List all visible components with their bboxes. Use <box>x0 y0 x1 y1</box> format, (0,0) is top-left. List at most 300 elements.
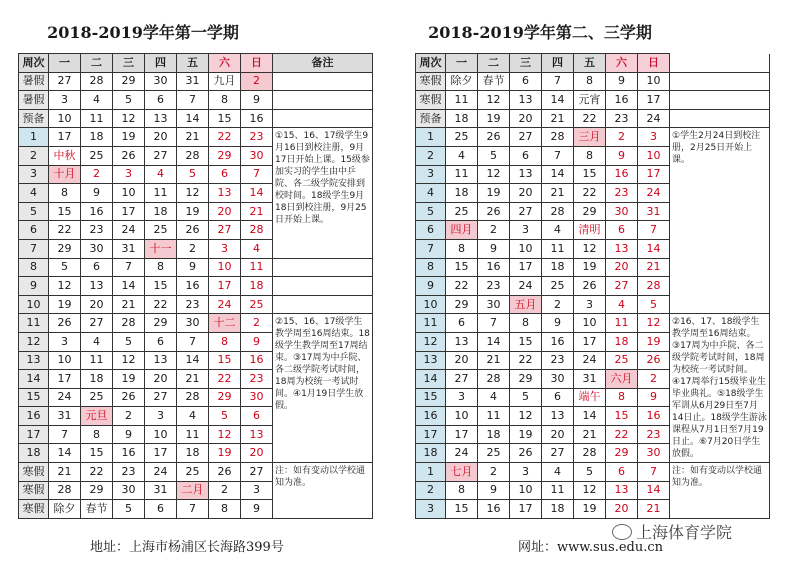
week-cell: 5 <box>19 202 49 221</box>
day-cell: 20 <box>446 351 478 370</box>
day-cell: 28 <box>49 481 81 500</box>
day-cell: 4 <box>241 239 273 258</box>
day-cell: 29 <box>446 295 478 314</box>
day-cell: 16 <box>638 407 670 426</box>
day-cell: 6 <box>510 146 542 165</box>
day-cell: 17 <box>574 332 606 351</box>
day-cell: 22 <box>574 109 606 128</box>
day-cell: 21 <box>177 370 209 389</box>
day-cell: 28 <box>177 146 209 165</box>
day-cell: 15 <box>209 109 241 128</box>
week-cell: 1 <box>416 128 446 147</box>
day-cell: 19 <box>574 500 606 519</box>
day-cell: 20 <box>81 295 113 314</box>
day-cell: 18 <box>446 184 478 203</box>
day-cell: 2 <box>542 295 574 314</box>
day-cell: 6 <box>145 91 177 110</box>
week-cell: 寒假 <box>416 72 446 91</box>
day-cell: 24 <box>145 463 177 482</box>
day-cell: 二月 <box>177 481 209 500</box>
semester2-header-row <box>416 54 770 73</box>
day-cell: 19 <box>574 258 606 277</box>
day-cell: 11 <box>81 351 113 370</box>
week-cell: 1 <box>416 463 446 482</box>
day-cell: 21 <box>638 258 670 277</box>
day-cell: 15 <box>510 332 542 351</box>
day-cell: 20 <box>542 425 574 444</box>
day-cell: 3 <box>49 332 81 351</box>
day-cell: 21 <box>113 295 145 314</box>
day-cell: 18 <box>145 202 177 221</box>
sem1-header-7: 日 <box>241 54 273 73</box>
day-cell: 七月 <box>446 463 478 482</box>
day-cell: 13 <box>510 91 542 110</box>
day-cell: 10 <box>638 146 670 165</box>
day-cell: 2 <box>113 407 145 426</box>
day-cell: 12 <box>113 351 145 370</box>
day-cell: 5 <box>113 500 145 519</box>
sem1-header-1: 一 <box>49 54 81 73</box>
day-cell: 24 <box>49 388 81 407</box>
day-cell: 16 <box>81 202 113 221</box>
table-row <box>19 91 373 110</box>
day-cell: 3 <box>145 407 177 426</box>
table-row <box>416 463 770 482</box>
day-cell: 25 <box>81 146 113 165</box>
empty-note-cell <box>273 91 373 110</box>
wechat-icon <box>612 524 632 540</box>
day-cell: 10 <box>510 239 542 258</box>
day-cell: 20 <box>145 370 177 389</box>
day-cell: 中秋 <box>49 146 81 165</box>
semester2-title: 2018-2019学年第二、三学期 <box>428 23 652 42</box>
day-cell: 25 <box>478 444 510 463</box>
day-cell: 9 <box>638 388 670 407</box>
day-cell: 四月 <box>446 221 478 240</box>
day-cell: 10 <box>49 109 81 128</box>
day-cell: 14 <box>542 91 574 110</box>
day-cell: 17 <box>446 425 478 444</box>
day-cell: 2 <box>241 72 273 91</box>
week-cell: 1 <box>19 128 49 147</box>
day-cell: 16 <box>606 91 638 110</box>
day-cell: 20 <box>510 109 542 128</box>
day-cell: 18 <box>542 500 574 519</box>
day-cell: 元宵 <box>574 91 606 110</box>
day-cell: 15 <box>574 165 606 184</box>
day-cell: 22 <box>49 221 81 240</box>
day-cell: 29 <box>81 481 113 500</box>
day-cell: 23 <box>478 277 510 296</box>
day-cell: 20 <box>606 258 638 277</box>
day-cell: 7 <box>542 72 574 91</box>
day-cell: 7 <box>113 258 145 277</box>
day-cell: 2 <box>209 481 241 500</box>
week-cell: 寒假 <box>19 481 49 500</box>
day-cell: 17 <box>49 370 81 389</box>
day-cell: 19 <box>478 184 510 203</box>
day-cell: 6 <box>542 388 574 407</box>
day-cell: 7 <box>542 146 574 165</box>
week-cell: 9 <box>416 277 446 296</box>
note-cell: 注：如有变动以学校通知为准。 <box>670 463 770 519</box>
day-cell: 27 <box>446 370 478 389</box>
day-cell: 12 <box>49 277 81 296</box>
day-cell: 4 <box>606 295 638 314</box>
day-cell: 7 <box>241 165 273 184</box>
day-cell: 24 <box>113 221 145 240</box>
day-cell: 13 <box>145 351 177 370</box>
day-cell: 13 <box>606 239 638 258</box>
day-cell: 27 <box>510 202 542 221</box>
day-cell: 28 <box>113 314 145 333</box>
day-cell: 10 <box>510 481 542 500</box>
week-cell: 4 <box>416 184 446 203</box>
day-cell: 26 <box>510 444 542 463</box>
table-row <box>416 109 770 128</box>
day-cell: 4 <box>542 463 574 482</box>
day-cell: 13 <box>209 184 241 203</box>
day-cell: 30 <box>542 370 574 389</box>
day-cell: 11 <box>177 425 209 444</box>
week-cell: 寒假 <box>416 91 446 110</box>
day-cell: 28 <box>638 277 670 296</box>
week-cell: 15 <box>416 388 446 407</box>
day-cell: 8 <box>574 72 606 91</box>
day-cell: 11 <box>542 481 574 500</box>
day-cell: 31 <box>177 72 209 91</box>
day-cell: 14 <box>49 444 81 463</box>
day-cell: 14 <box>574 407 606 426</box>
day-cell: 8 <box>574 146 606 165</box>
note-cell: ②16、17、18级学生教学周至16周结束。③17周为中乒院、各二级学院考试时间，18周为校统一考试时间。④17周举行15级毕业生毕业典礼。⑤18级学生军训从6月29日至7月14日止。18级学生游泳课程从7月1日至7月19日止。⑥7月20日学生放假。 <box>670 314 770 463</box>
day-cell: 20 <box>606 500 638 519</box>
week-cell: 11 <box>416 314 446 333</box>
day-cell: 5 <box>113 91 145 110</box>
day-cell: 7 <box>638 463 670 482</box>
day-cell: 19 <box>113 128 145 147</box>
day-cell: 23 <box>241 370 273 389</box>
day-cell: 29 <box>49 239 81 258</box>
day-cell: 22 <box>145 295 177 314</box>
week-cell: 16 <box>19 407 49 426</box>
week-cell: 18 <box>19 444 49 463</box>
week-cell: 3 <box>19 165 49 184</box>
day-cell: 17 <box>638 165 670 184</box>
day-cell: 30 <box>241 146 273 165</box>
day-cell: 21 <box>574 425 606 444</box>
day-cell: 9 <box>542 314 574 333</box>
week-cell: 6 <box>19 221 49 240</box>
day-cell: 端午 <box>574 388 606 407</box>
day-cell: 23 <box>542 351 574 370</box>
day-cell: 21 <box>542 109 574 128</box>
day-cell: 11 <box>478 407 510 426</box>
week-cell: 12 <box>416 332 446 351</box>
note-cell: 注：如有变动以学校通知为准。 <box>273 463 373 519</box>
day-cell: 11 <box>81 109 113 128</box>
day-cell: 30 <box>81 239 113 258</box>
day-cell: 27 <box>606 277 638 296</box>
sem1-header-6: 六 <box>209 54 241 73</box>
week-cell: 8 <box>416 258 446 277</box>
day-cell: 26 <box>574 277 606 296</box>
day-cell: 9 <box>241 500 273 519</box>
day-cell: 12 <box>478 91 510 110</box>
week-cell: 4 <box>19 184 49 203</box>
sem1-header-4: 四 <box>145 54 177 73</box>
week-cell: 暑假 <box>19 72 49 91</box>
day-cell: 5 <box>478 146 510 165</box>
day-cell: 5 <box>510 388 542 407</box>
day-cell: 17 <box>510 258 542 277</box>
day-cell: 29 <box>145 314 177 333</box>
day-cell: 19 <box>49 295 81 314</box>
day-cell: 24 <box>446 444 478 463</box>
week-cell: 2 <box>19 146 49 165</box>
empty-note-cell <box>670 72 770 91</box>
day-cell: 19 <box>478 109 510 128</box>
day-cell: 5 <box>49 258 81 277</box>
day-cell: 2 <box>638 370 670 389</box>
day-cell: 4 <box>478 388 510 407</box>
note-cell: ②15、16、17级学生教学周至16周结束。18级学生教学周至17周结束。③17周为中乒院、各二级学院考试时间，18周为校统一考试时间。④1月19日学生放假。 <box>273 314 373 463</box>
day-cell: 7 <box>177 500 209 519</box>
day-cell: 24 <box>209 295 241 314</box>
day-cell: 19 <box>177 202 209 221</box>
week-cell: 9 <box>19 277 49 296</box>
day-cell: 25 <box>446 128 478 147</box>
week-cell: 17 <box>19 425 49 444</box>
day-cell: 30 <box>638 444 670 463</box>
day-cell: 12 <box>510 407 542 426</box>
day-cell: 18 <box>177 444 209 463</box>
day-cell: 2 <box>81 165 113 184</box>
day-cell: 8 <box>209 500 241 519</box>
day-cell: 6 <box>241 407 273 426</box>
day-cell: 4 <box>81 91 113 110</box>
day-cell: 8 <box>145 258 177 277</box>
day-cell: 18 <box>446 109 478 128</box>
day-cell: 19 <box>209 444 241 463</box>
day-cell: 27 <box>241 463 273 482</box>
school-website[interactable]: 网址：www.sus.edu.cn <box>518 540 663 555</box>
day-cell: 9 <box>241 332 273 351</box>
day-cell: 14 <box>177 109 209 128</box>
day-cell: 25 <box>241 295 273 314</box>
day-cell: 7 <box>638 221 670 240</box>
day-cell: 10 <box>145 425 177 444</box>
note-cell: ①15、16、17级学生9月16日到校注册，9月17日开始上课。15级参加实习的学生由中乒院、各二级学院安排到校时间。18级学生9月18日到校注册，9月25日开始上课。 <box>273 128 373 258</box>
day-cell: 28 <box>177 388 209 407</box>
day-cell: 16 <box>606 165 638 184</box>
day-cell: 16 <box>241 109 273 128</box>
day-cell: 26 <box>638 351 670 370</box>
day-cell: 2 <box>606 128 638 147</box>
day-cell: 5 <box>113 332 145 351</box>
day-cell: 19 <box>638 332 670 351</box>
day-cell: 11 <box>606 314 638 333</box>
day-cell: 13 <box>510 165 542 184</box>
day-cell: 9 <box>81 184 113 203</box>
sem2-header-notes <box>670 54 770 73</box>
day-cell: 14 <box>542 165 574 184</box>
week-cell: 10 <box>416 295 446 314</box>
day-cell: 4 <box>542 221 574 240</box>
week-cell: 13 <box>416 351 446 370</box>
day-cell: 15 <box>446 500 478 519</box>
day-cell: 24 <box>510 277 542 296</box>
day-cell: 10 <box>574 314 606 333</box>
day-cell: 7 <box>478 314 510 333</box>
sem2-header-5: 五 <box>574 54 606 73</box>
day-cell: 27 <box>542 444 574 463</box>
day-cell: 6 <box>510 72 542 91</box>
sem1-header-0: 周次 <box>19 54 49 73</box>
day-cell: 10 <box>638 72 670 91</box>
day-cell: 28 <box>542 202 574 221</box>
day-cell: 23 <box>177 295 209 314</box>
week-cell: 寒假 <box>19 463 49 482</box>
day-cell: 23 <box>241 128 273 147</box>
day-cell: 27 <box>81 314 113 333</box>
day-cell: 26 <box>49 314 81 333</box>
day-cell: 10 <box>446 407 478 426</box>
day-cell: 26 <box>209 463 241 482</box>
table-row <box>19 314 373 333</box>
day-cell: 11 <box>542 239 574 258</box>
week-cell: 7 <box>416 239 446 258</box>
day-cell: 26 <box>177 221 209 240</box>
sem2-header-1: 一 <box>446 54 478 73</box>
day-cell: 7 <box>177 91 209 110</box>
day-cell: 12 <box>638 314 670 333</box>
table-row <box>19 109 373 128</box>
day-cell: 8 <box>446 481 478 500</box>
sem1-header-8: 备注 <box>273 54 373 73</box>
day-cell: 16 <box>478 500 510 519</box>
day-cell: 12 <box>209 425 241 444</box>
day-cell: 13 <box>145 109 177 128</box>
day-cell: 27 <box>145 388 177 407</box>
day-cell: 12 <box>574 239 606 258</box>
table-row <box>416 72 770 91</box>
empty-note-cell <box>273 258 373 277</box>
day-cell: 16 <box>478 258 510 277</box>
day-cell: 28 <box>542 128 574 147</box>
week-cell: 8 <box>19 258 49 277</box>
week-cell: 7 <box>19 239 49 258</box>
day-cell: 22 <box>209 370 241 389</box>
week-cell: 13 <box>19 351 49 370</box>
sem1-header-2: 二 <box>81 54 113 73</box>
week-cell: 10 <box>19 295 49 314</box>
day-cell: 3 <box>510 463 542 482</box>
day-cell: 7 <box>49 425 81 444</box>
day-cell: 10 <box>49 351 81 370</box>
day-cell: 春节 <box>81 500 113 519</box>
semester1-header-row <box>19 54 373 73</box>
day-cell: 24 <box>638 109 670 128</box>
day-cell: 30 <box>241 388 273 407</box>
empty-note-cell <box>273 72 373 91</box>
day-cell: 16 <box>542 332 574 351</box>
day-cell: 26 <box>113 146 145 165</box>
day-cell: 15 <box>606 407 638 426</box>
empty-note-cell <box>273 109 373 128</box>
day-cell: 17 <box>209 277 241 296</box>
week-cell: 16 <box>416 407 446 426</box>
day-cell: 28 <box>81 72 113 91</box>
day-cell: 25 <box>542 277 574 296</box>
semester1-title: 2018-2019学年第一学期 <box>47 23 239 42</box>
day-cell: 8 <box>510 314 542 333</box>
day-cell: 除夕 <box>446 72 478 91</box>
day-cell: 25 <box>81 388 113 407</box>
day-cell: 23 <box>113 463 145 482</box>
day-cell: 13 <box>241 425 273 444</box>
week-cell: 5 <box>416 202 446 221</box>
week-cell: 2 <box>416 481 446 500</box>
day-cell: 25 <box>606 351 638 370</box>
day-cell: 27 <box>49 72 81 91</box>
day-cell: 元旦 <box>81 407 113 426</box>
day-cell: 18 <box>81 370 113 389</box>
sem2-header-6: 六 <box>606 54 638 73</box>
day-cell: 16 <box>177 277 209 296</box>
day-cell: 5 <box>638 295 670 314</box>
week-cell: 17 <box>416 425 446 444</box>
day-cell: 13 <box>446 332 478 351</box>
day-cell: 8 <box>49 184 81 203</box>
day-cell: 11 <box>145 184 177 203</box>
day-cell: 31 <box>574 370 606 389</box>
semester1-calendar-table <box>18 53 373 519</box>
day-cell: 22 <box>574 184 606 203</box>
day-cell: 14 <box>478 332 510 351</box>
day-cell: 6 <box>209 165 241 184</box>
day-cell: 20 <box>209 202 241 221</box>
day-cell: 九月 <box>209 72 241 91</box>
table-row <box>19 295 373 314</box>
day-cell: 6 <box>606 463 638 482</box>
day-cell: 4 <box>145 165 177 184</box>
day-cell: 23 <box>638 425 670 444</box>
sem2-header-4: 四 <box>542 54 574 73</box>
day-cell: 30 <box>177 314 209 333</box>
day-cell: 20 <box>241 444 273 463</box>
day-cell: 15 <box>446 258 478 277</box>
day-cell: 9 <box>606 72 638 91</box>
table-row <box>416 128 770 147</box>
day-cell: 8 <box>81 425 113 444</box>
day-cell: 11 <box>446 165 478 184</box>
day-cell: 26 <box>478 202 510 221</box>
day-cell: 17 <box>49 128 81 147</box>
day-cell: 21 <box>49 463 81 482</box>
day-cell: 6 <box>145 332 177 351</box>
day-cell: 25 <box>446 202 478 221</box>
day-cell: 26 <box>113 388 145 407</box>
day-cell: 24 <box>574 351 606 370</box>
week-cell: 6 <box>416 221 446 240</box>
day-cell: 19 <box>510 425 542 444</box>
week-cell: 寒假 <box>19 500 49 519</box>
day-cell: 18 <box>606 332 638 351</box>
day-cell: 春节 <box>478 72 510 91</box>
day-cell: 27 <box>145 146 177 165</box>
day-cell: 29 <box>606 444 638 463</box>
